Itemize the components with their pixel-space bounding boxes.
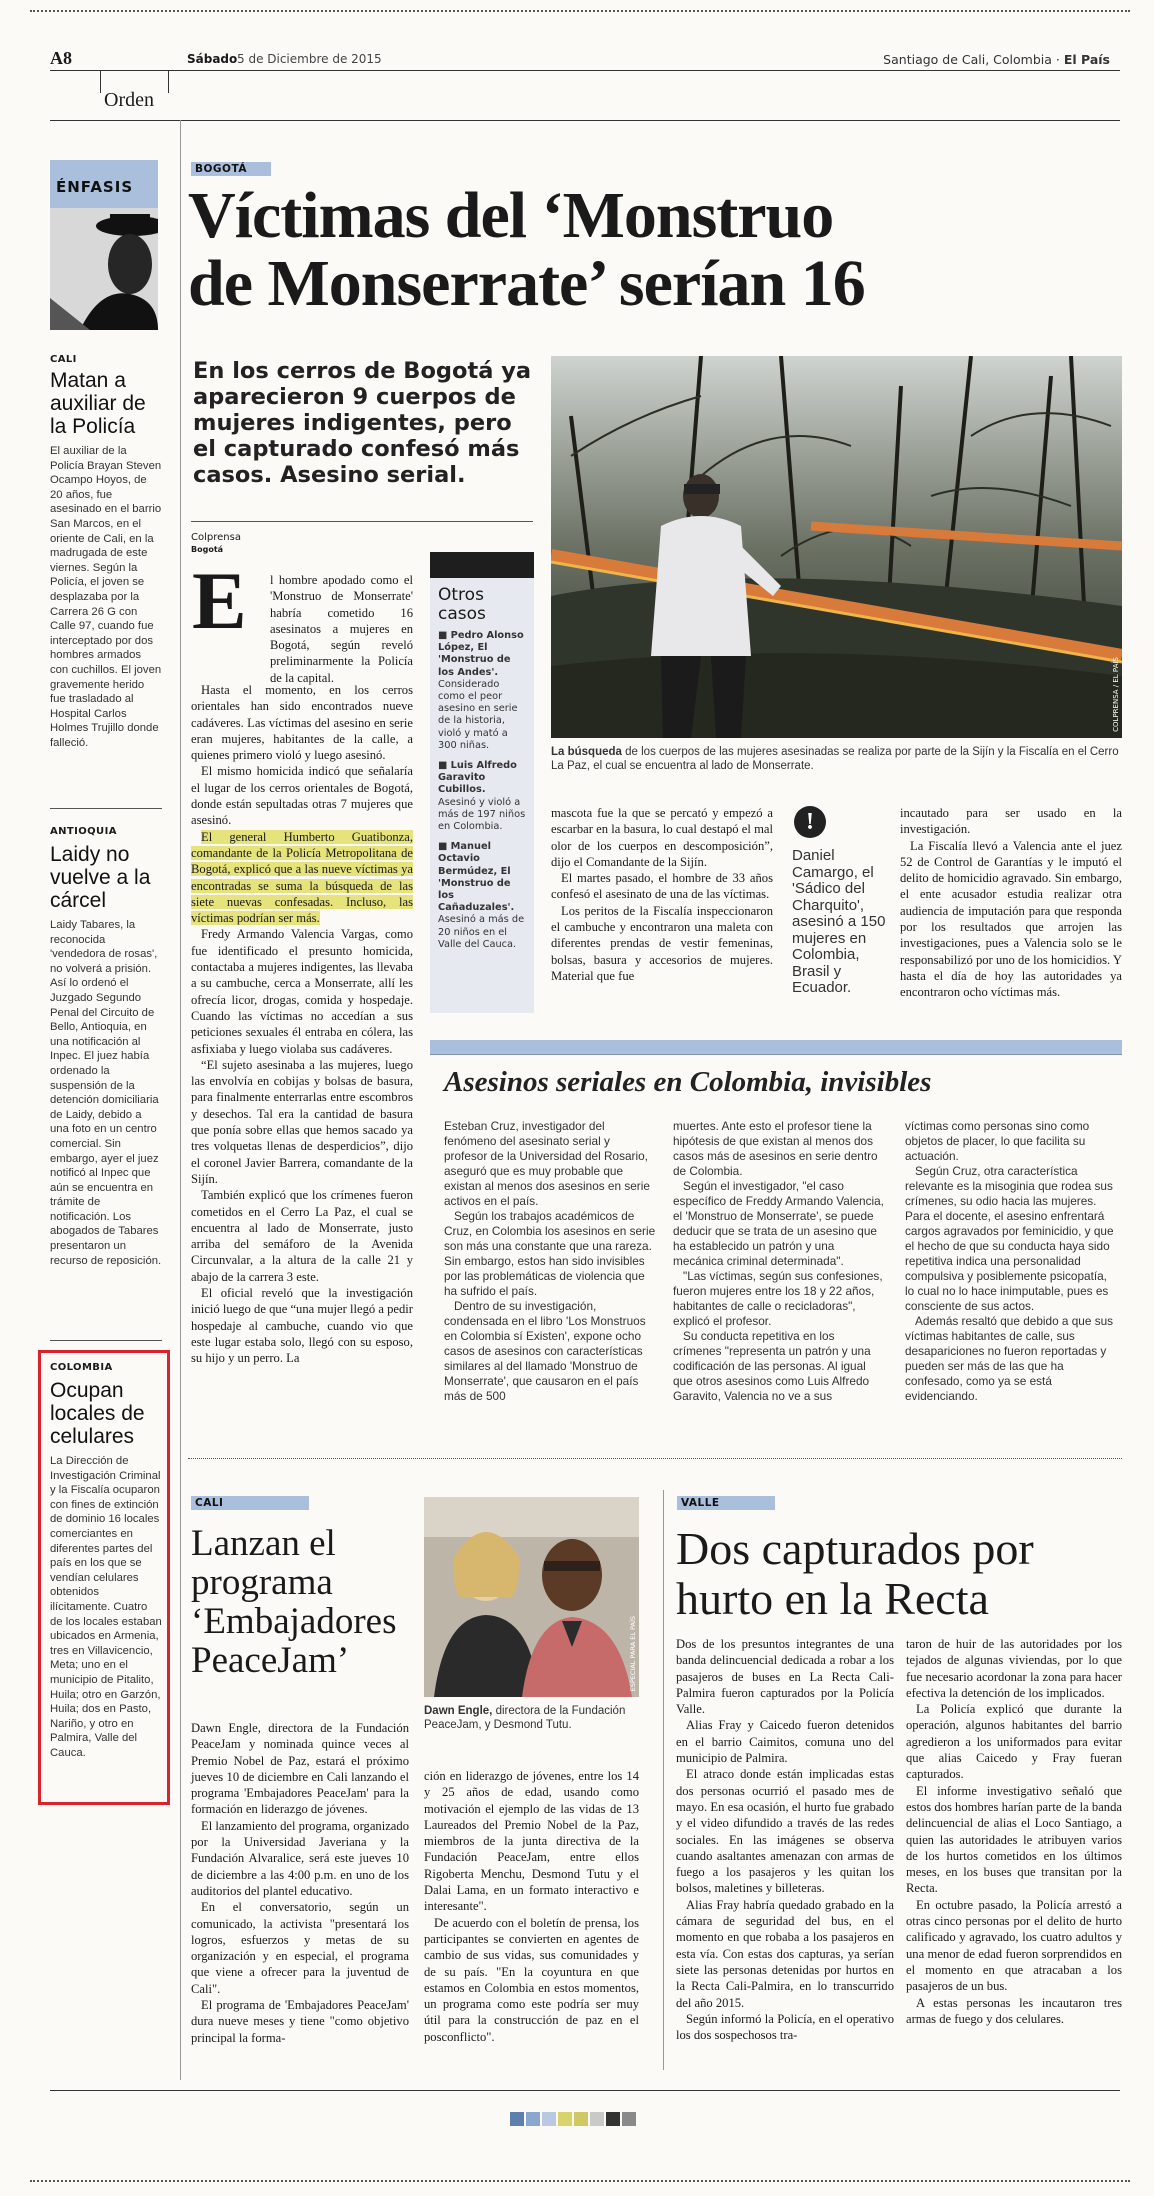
asesinos-title: Asesinos seriales en Colombia, invisibles: [444, 1066, 932, 1098]
color-swatch: [574, 2112, 588, 2126]
paragraph: El lanzamiento del programa, organizado por la Universidad Javeriana y la Fundación Alvaralice, será este jueves 10 de diciembre a las 4:00 p.m. en uno de los auditorios del plantel educativo.: [191, 1818, 409, 1898]
photo-credit: ESPECIAL PARA EL PAÍS: [629, 1615, 637, 1691]
paragraph: Dos de los presuntos integrantes de una banda delincuencial dedicada a robar a los pasajeros de buses en La Recta Cali-Palmira fueron capturados por la Policía Valle.: [676, 1637, 894, 1717]
peacejam-headline: Lanzan el programa ‘Embajadores PeaceJam’: [191, 1523, 397, 1681]
paragraph: mascota fue la que se percató y empezó a escarbar en la basura, lo cual destapó el mal olor de los cuerpos en descomposición”, dijo el Comandante de la Sijín.: [551, 806, 773, 869]
asesinos-col3: [905, 1119, 1117, 1404]
paper-name: El País: [1063, 52, 1110, 67]
peacejam-col1: [191, 1720, 409, 2046]
valle-headline: [676, 1524, 1034, 1624]
caption-text: de los cuerpos de las mujeres asesinadas se realiza por parte de la Sijín y la Fiscalía en el Cerro La Paz, el cual se encuentra al lado de Monserrate.: [551, 746, 1119, 772]
paragraph: Esteban Cruz, investigador del fenómeno del asesinato serial y profesor de la Universidad del Rosario, aseguró que es muy probable que existan al menos dos asesinos en serie activos en el país.: [444, 1119, 650, 1208]
caption-bold: La búsqueda: [551, 746, 622, 758]
paragraph: En el conversatorio, según un comunicado, la activista "presentará los logros, esfuerzos y metas de su organización y en especial, el programa que viene a ofrecer para la juventud de Cali".: [191, 1900, 409, 1996]
drop-cap: E: [192, 555, 247, 646]
sidebar-item-colombia: [50, 1362, 162, 1760]
sidebar-body: Laidy Tabares, la reconocida 'vendedora de rosas', no volverá a prisión. Así lo ordenó el Juzgado Segundo Penal del Circuito de Bello, Antioquia, en una notificación al Inpec. El juez había ordenado la suspensión de la detención domiciliaria de Laidy, debido a una foto en un centro comercial. Sin embargo, ayer el juez notificó al Inpec que aún se encuentra en trámite de notificación. Los abogados de Tabares presentaron un recurso de reposición.: [50, 919, 162, 1267]
paragraph: Alias Fray habría quedado grabado en la cámara de seguridad del bus, en el momento en que robaba a los pasajeros en esta vía. Con estas dos capturas, ya serían siete las personas detenidas por hurtos en la Recta Cali-Palmira, en lo transcurrido del año 2015.: [676, 1897, 894, 2010]
color-swatch: [622, 2112, 636, 2126]
paragraph: ción en liderazgo de jóvenes, entre los 14 y 25 años de edad, usando como motivación el ejemplo de las vidas de 13 Laureados del Premio Nobel de la Paz, miembros de la junta directiva de la Fundación PeaceJam, entre ellos Rigoberta Menchu, Desmond Tutu y el Dalai Lama, en un formato interactivo e interesante".: [424, 1769, 639, 1914]
paragraph: víctimas como personas sino como objetos de placer, lo que facilita su actuación.: [905, 1119, 1090, 1163]
sidebar-body: La Dirección de Investigación Criminal y la Fiscalía ocuparon con fines de extinción de dominio 16 locales comerciantes en diferentes partes del país en los que se vendían celulares obtenidos ilícitamente. Cuatro de los locales estaban ubicados en Armenia, tres en Villavicencio, Meta; uno en el municipio de Pitalito, Huila; otro en Garzón, Huila; dos en Pasto, Nariño, y otro en Palmira, Valle del Cauca.: [50, 1455, 162, 1759]
date-rest: 5 de Diciembre de 2015: [237, 52, 382, 66]
paragraph: El atraco donde están implicadas estas dos personas ocurrió el pasado mes de mayo. En esa ocasión, el hurto fue grabado y el video difundido a través de las redes sociales. En las imágenes se observa cuando asaltantes amenazan con armas de fuego a los pasajeros y les quitan los bolsos, maletines y billeteras.: [676, 1767, 894, 1896]
sidebar-place: COLOMBIA: [50, 1362, 113, 1373]
paragraph: Además resaltó que debido a que sus víctimas habitantes de calle, sus desapariciones no fueron reportadas y pueden ser más de las que ha confesado, como ya se está evidenciando.: [905, 1314, 1114, 1403]
byline-city: Bogotá: [191, 545, 224, 554]
paragraph: incautado para ser usado en la investigación.: [900, 806, 1122, 837]
asesinos-col2: [673, 1119, 885, 1404]
man-silhouette-icon: [50, 208, 158, 330]
paragraph: "Las víctimas, según sus confesiones, fueron mujeres entre los 18 y 22 años, habitantes de calle o recicladoras", explicó el profesor.: [673, 1269, 883, 1328]
paragraph: En octubre pasado, la Policía arrestó a otras cinco personas por el delito de hurto calificado y agravado, los cuatro adultos y una menor de edad fueron sorprendidos en el momento en que atracaban a los pasajeros de un bus.: [906, 1897, 1122, 1994]
asesinos-box: [430, 1040, 1122, 1446]
paragraph: El mismo homicida indicó que señalaría el lugar de los cerros orientales de Bogotá, donde están sepultadas otras 7 mujeres que asesinó.: [191, 764, 413, 828]
headline-line-2: hurto en la Recta: [676, 1573, 989, 1624]
section-tag: BOGOTÁ: [191, 162, 271, 176]
sidebar-item-antioquia: [50, 826, 162, 1268]
otros-casos-box: [430, 552, 534, 1013]
paragraph: Según los trabajos académicos de Cruz, en Colombia los asesinos en serie son más una constante que una rareza. Sin embargo, estos han sido invisibles por las problemáticas de violencia que ha sufrido el país.: [444, 1209, 656, 1298]
valle-col1: [676, 1636, 894, 2043]
paragraph: Dentro de su investigación, condensada en el libro 'Los Monstruos en Colombia sí Existen', expone ocho casos de asesinos con características similares al del llamado 'Monstruo de Monserrate', que causaron en el país más de 500: [444, 1299, 646, 1403]
case-name: Luis Alfredo Garavito Cubillos.: [438, 760, 517, 796]
forest-search-photo: [551, 356, 1122, 738]
case-name: Manuel Octavio Bermúdez, El 'Monstruo de los Cañaduzales'.: [438, 841, 515, 914]
paragraph: El programa de 'Embajadores PeaceJam' dura nueve meses y tiene "como objetivo principal la forma-: [191, 1998, 409, 2045]
color-swatch: [558, 2112, 572, 2126]
paragraph: El informe investigativo señaló que estos dos hombres harían parte de la banda delincuencial de alias el Loco Santiago, a quien las autoridades le atribuyen varios de los hurtos cometidos en los últimos meses, en los buses que transitan por la Recta.: [906, 1783, 1122, 1896]
main-col1: [191, 682, 413, 1366]
paragraph: Hasta el momento, en los cerros orientales han sido encontrados nueve cadáveres. Las víctimas del asesino en serie eran mujeres, habitantes de la calle, a quienes primero violó y luego asesinó.: [191, 683, 413, 763]
location: Santiago de Cali, Colombia ·: [883, 52, 1064, 67]
page-header: [50, 48, 1130, 68]
headline-line-1: Dos capturados por: [676, 1523, 1034, 1574]
photo-caption: [551, 745, 1122, 773]
color-swatch: [606, 2112, 620, 2126]
enfasis-box: [50, 160, 158, 330]
peacejam-caption: [424, 1704, 639, 1732]
main-lead: l hombre apodado como el 'Monstruo de Monserrate' habría cometido 16 asesinatos a mujeres en Bogotá, según reveló preliminarmente la Policía de la capital.: [270, 573, 413, 685]
highlighted-text: El general Humberto Guatibonza, comandante de la Policía Metropolitana de Bogotá, explicó que a las nueve víctimas ya encontradas se suma la búsqueda de las siete nuevas confesadas. Incluso, las víctimas podrían ser más.: [191, 829, 413, 926]
page-number: A8: [50, 48, 72, 68]
paragraph: El martes pasado, el hombre de 33 años confesó el asesinato de una de las víctimas.: [551, 871, 773, 902]
section-label: Orden: [104, 89, 154, 111]
paragraph: Los peritos de la Fiscalía inspeccionaron el cambuche y encontraron una maleta con diferentes prendas de vestir femeninas, bolsas, basura y accesorios de mujeres. Material que fue: [551, 903, 773, 983]
pull-quote: Daniel Camargo, el 'Sádico del Charquito', asesinó a 150 mujeres en Colombia, Brasil y Ecuador.: [792, 847, 886, 996]
date-day: Sábado: [187, 52, 238, 66]
paragraph: De acuerdo con el boletín de prensa, los participantes se convierten en agentes de cambio de sus vidas, sus comunidades y de su país. "En la coyuntura en que estamos en Colombia en estos momentos, un programa como este podría ser muy útil para la construcción de paz en el posconflicto".: [424, 1915, 639, 2044]
paragraph: También explicó que los crímenes fueron cometidos en el Cerro La Paz, el cual se encuentra al lado de Monserrate, justo arriba del semáforo de la Avenida Circunvalar, a la altura de la calle 21 y abajo de la carrera 3 este.: [191, 1188, 413, 1284]
peacejam-photo: [424, 1497, 639, 1697]
otros-casos-item: ■ Manuel Octavio Bermúdez, El 'Monstruo de los Cañaduzales'. Asesinó a más de 20 niños en el Valle del Cauca.: [438, 841, 525, 950]
sidebar-place: CALI: [50, 354, 77, 365]
headline-line-1: Víctimas del ‘Monstruo: [188, 179, 834, 252]
paragraph: muertes. Ante esto el profesor tiene la hipótesis de que existan al menos dos casos más de asesinos en serie dentro de Colombia.: [673, 1119, 878, 1178]
sidebar-item-cali: [50, 354, 162, 750]
portrait-photo: [424, 1497, 639, 1697]
deck: En los cerros de Bogotá ya aparecieron 9 cuerpos de mujeres indigentes, pero el capturado confesó más casos. Asesino serial.: [193, 358, 532, 488]
section-tag: CALI: [191, 1496, 309, 1510]
paragraph: Según informó la Policía, en el operativo los dos sospechosos tra-: [676, 2011, 894, 2043]
main-col3: [900, 805, 1122, 1001]
case-name: Pedro Alonso López, El 'Monstruo de los Andes'.: [438, 630, 524, 678]
sidebar-title: Matan a auxiliar de la Policía: [50, 369, 146, 438]
case-text: Asesinó a más de 20 niños en el Valle del Cauca.: [438, 914, 525, 950]
paragraph: Dawn Engle, directora de la Fundación PeaceJam y nominada quince veces al Premio Nobel de Paz, estará el próximo jueves 10 de diciembre en Cali lanzando el programa 'Embajadores PeaceJam' para la formación en liderazgo de jóvenes.: [191, 1721, 409, 1817]
paragraph: “El sujeto asesinaba a las mujeres, luego las envolvía en cobijas y bolsas de basura, para finalmente enterrarlas entre escombros y desechos. Tal era la cantidad de basura que ponía sobre ellas que hemos sacado ya tres volquetas llenas de desperdicios”, dijo el coronel Javier Barrera, comandante de la Sijín.: [191, 1057, 413, 1186]
otros-casos-item: ■ Luis Alfredo Garavito Cubillos. Asesinó y violó a más de 197 niños en Colombia.: [438, 760, 526, 833]
peacejam-col2: [424, 1768, 639, 2045]
valle-col2: [906, 1636, 1122, 2027]
sidebar-place: ANTIOQUIA: [50, 826, 117, 837]
paragraph: La Policía explicó que durante la operación, algunos habitantes del barrio agredieron a los uniformados para evitar que alias Caicedo y Fray fueran capturados.: [906, 1702, 1122, 1782]
section-tag: VALLE: [677, 1496, 775, 1510]
color-bar: [510, 2112, 636, 2126]
asesinos-col1: [444, 1119, 656, 1404]
quote-icon: [794, 806, 826, 838]
sidebar-title: Laidy no vuelve a la cárcel: [50, 843, 151, 912]
sidebar-body: El auxiliar de la Policía Brayan Steven Ocampo Hoyos, de 20 años, fue asesinado en el barrio San Marcos, en el oriente de Cali, en la madrugada de este viernes. Según la Policía, el joven se desplazaba por la Carrera 26 G con Calle 97, cuando fue interceptado por dos hombres armados con cuchillos. El joven gravemente herido fue trasladado al Hospital Carlos Holmes Trujillo donde falleció.: [50, 445, 162, 749]
paragraph: Según el investigador, "el caso específico de Freddy Armando Valencia, el 'Monstruo de Monserrate', se puede deducir que se trata de un asesino que ha establecido un patrón y una mecánica criminal determinada".: [673, 1179, 884, 1268]
sidebar-title: Ocupan locales de celulares: [50, 1379, 145, 1448]
paragraph: Su conducta repetitiva en los crímenes "representa un patrón y una codificación de las personas. Al igual que otros asesinos como Luis Alfredo Garavito, Valencia no ve a sus: [673, 1329, 871, 1403]
color-swatch: [510, 2112, 524, 2126]
header-location-line: [883, 52, 1110, 67]
case-text: Asesinó y violó a más de 197 niños en Colombia.: [438, 796, 526, 833]
caption-bold: Dawn Engle,: [424, 1705, 493, 1717]
highlight-paragraph: [191, 829, 413, 927]
byline: Colprensa: [191, 532, 241, 543]
paragraph: Según Cruz, otra característica relevante es la misoginia que rodea sus crímenes, su odio hacia las mujeres. Para el docente, el asesino enfrentará cargos agravados por feminicidio, y que el hecho de que su conducta haya sido repetitiva indica una personalidad compulsiva y posiblemente psicopatía, lo cual no lo hace inimputable, pues es consciente de sus actos.: [905, 1164, 1114, 1313]
paragraph: Fredy Armando Valencia Vargas, como fue identificado el presunto homicida, contactaba a mujeres indigentes, las llevaba a su cambuche, cerca a Monserrate, allí les ofrecía licor, drogas, comida y hospedaje. Cuando las víctimas no accedían a sus peticiones sexuales él entraba en cólera, las asfixiaba y luego violaba sus cadáveres.: [191, 927, 413, 1056]
paragraph: taron de huir de las autoridades por los tejados de algunas viviendas, por lo que fue necesario acordonar la zona para hacer efectiva la detención de los implicados.: [906, 1637, 1122, 1700]
paragraph: Alias Fray y Caicedo fueron detenidos en el barrio Caimitos, comuna uno del municipio de Palmira.: [676, 1718, 894, 1766]
headline-line-2: de Monserrate’ serían 16: [188, 247, 865, 320]
otros-casos-item: ■ Pedro Alonso López, El 'Monstruo de los Andes'. Considerado como el peor asesino en serie de la historia, violó y mató a 300 niñas.: [438, 630, 524, 751]
color-swatch: [526, 2112, 540, 2126]
color-swatch: [590, 2112, 604, 2126]
color-swatch: [542, 2112, 556, 2126]
main-photo: [551, 356, 1122, 738]
paragraph: A estas personas les incautaron tres armas de fuego y dos celulares.: [906, 1995, 1122, 2026]
quote-mark: !: [806, 809, 814, 835]
headline: [188, 179, 865, 320]
photo-credit: COLPRENSA / EL PAÍS: [1112, 657, 1120, 732]
paragraph: El oficial reveló que la investigación inició luego de que “una mujer llegó a pedir hospedaje al cambuche, cuando vio que este lugar estaba solo, llegó con su esposo, su hijo y un perro. La: [191, 1285, 413, 1366]
caption-text: directora de la Fundación PeaceJam, y Desmond Tutu.: [424, 1705, 626, 1731]
case-text: Considerado como el peor asesino en serie de la historia, violó y mató a 300 niñas.: [438, 678, 518, 751]
main-col2: [551, 805, 773, 984]
enfasis-label: ÉNFASIS: [56, 178, 134, 196]
otros-casos-title: Otros casos: [438, 585, 486, 624]
paragraph: La Fiscalía llevó a Valencia ante el juez 52 de Control de Garantías y le imputó el delito de homicidio agravado. Sin embargo, el ente acusador estudia realizar otra audiencia de imputación para que responda por los resultados que arrojen las investigaciones, pues a Valencia solo se le responsabilizó por uno de los homicidios. Y hasta el día de hoy las autoridades ya encontraron ocho víctimas más.: [900, 838, 1122, 1000]
